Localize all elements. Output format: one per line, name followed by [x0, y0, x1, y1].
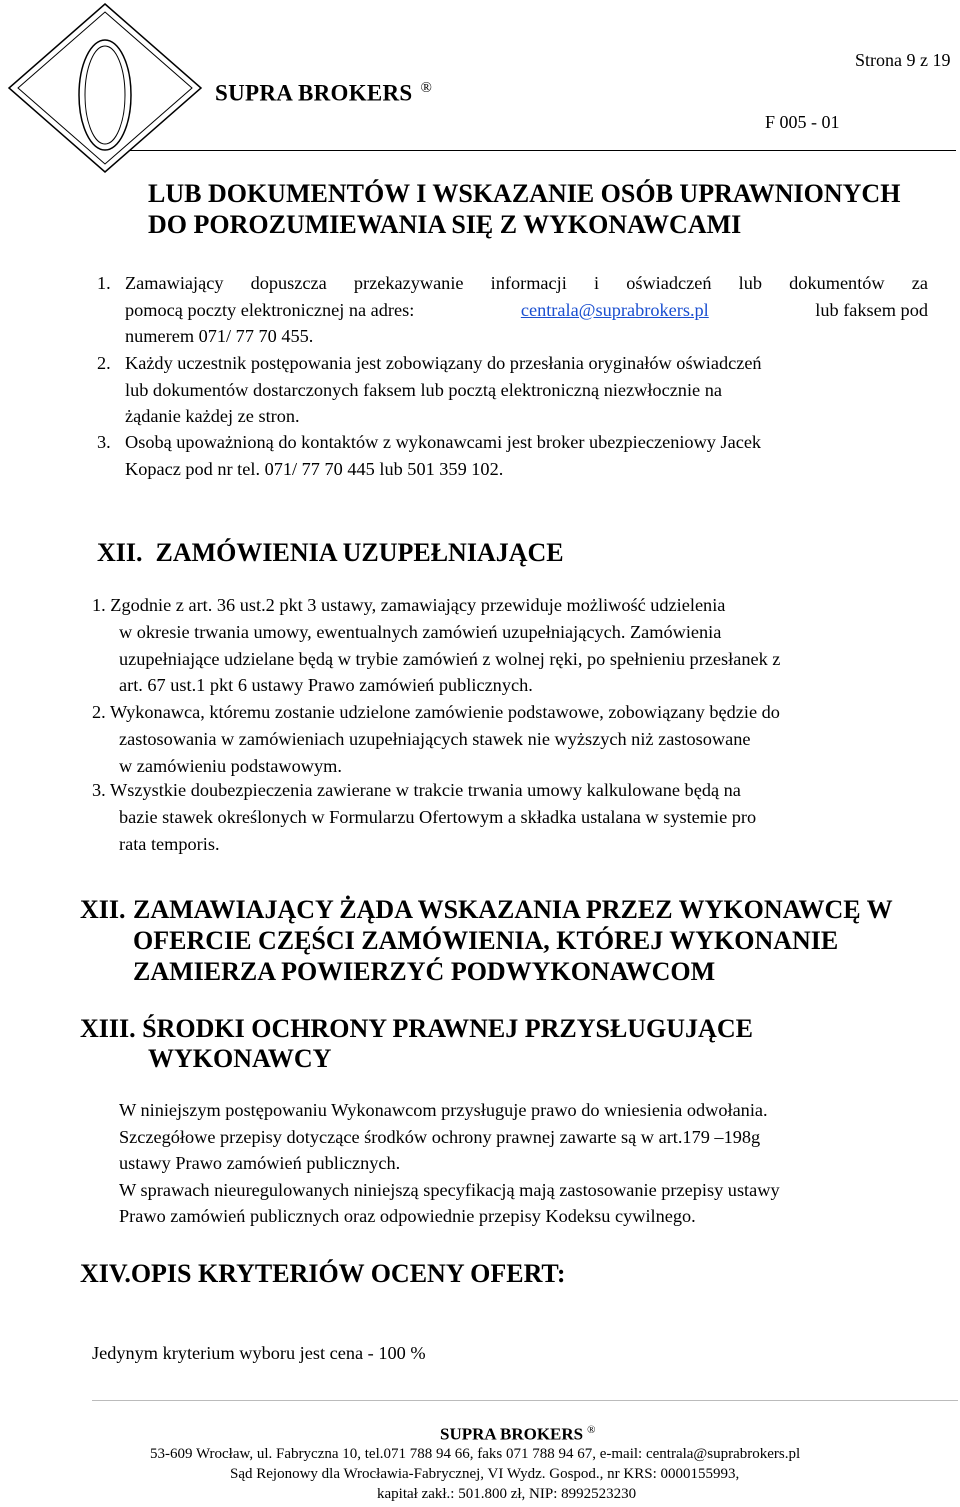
footer-address: 53-609 Wrocław, ul. Fabryczna 10, tel.071 788 94 66, faks 071 788 94 67, e-mail: centrala@suprabrokers.pl: [150, 1446, 801, 1462]
section-heading-text: ZAMAWIAJĄCY ŻĄDA WSKAZANIA PRZEZ WYKONAWCĘ W OFERCIE CZĘŚCI ZAMÓWIENIA, KTÓREJ WYKONANIE ZAMIERZA POWIERZYĆ PODWYKONAWCOM: [133, 895, 893, 986]
list-item-continuation: w okresie trwania umowy, ewentualnych zamówień uzupełniających. Zamówienia uzupełniające udzielane będą w trybie zamówień z wolnej ręki, po spełnieniu przesłanek z art. 67 ust.1 pkt 6 ustawy Prawo zamówień publicznych.: [119, 622, 781, 696]
footer-company-name: SUPRA BROKERS ®: [440, 1424, 596, 1444]
footer-divider: [92, 1400, 958, 1401]
section-heading: XII. ZAMÓWIENIA UZUPEŁNIAJĄCE: [97, 538, 564, 567]
list-item: 1. Zamawiający dopuszcza przekazywanie informacji i oświadczeń lub dokumentów za pomocą poczty elektronicznej na adres: centrala@suprabrokers.pl lub faksem pod numerem 071/ 77 70 455.: [97, 273, 928, 347]
header-divider: [130, 150, 956, 151]
list-item: 3. Osobą upoważnioną do kontaktów z wykonawcami jest broker ubezpieczeniowy Jacek Kopacz pod nr tel. 071/ 77 70 445 lub 501 359 102.: [97, 432, 762, 479]
list-item-continuation: zastosowania w zamówieniach uzupełniających stawek nie wyższych niż zastosowane w zamówieniu podstawowym.: [119, 729, 751, 776]
footer-capital: kapitał zakł.: 501.800 zł, NIP: 8992523230: [377, 1486, 637, 1502]
header-company-name: SUPRA BROKERS ®: [215, 80, 433, 106]
list-item: 2. Wykonawca, któremu zostanie udzielone zamówienie podstawowe, zobowiązany będzie do: [92, 702, 780, 722]
section-heading: XIV.OPIS KRYTERIÓW OCENY OFERT:: [80, 1259, 566, 1288]
footer-registry: Sąd Rejonowy dla Wrocławia-Fabrycznej, VI Wydz. Gospod., nr KRS: 0000155993,: [230, 1466, 740, 1482]
list-item: 3. Wszystkie doubezpieczenia zawierane w trakcie trwania umowy kalkulowane będą na: [92, 780, 741, 800]
section-body: Jedynym kryterium wyboru jest cena - 100 %: [92, 1343, 426, 1363]
list-item: 1. Zgodnie z art. 36 ust.2 pkt 3 ustawy, zamawiający przewiduje możliwość udzielenia: [92, 595, 726, 615]
company-logo-icon: [5, 0, 205, 175]
list-item: 2. Każdy uczestnik postępowania jest zobowiązany do przesłania oryginałów oświadczeń lub dokumentów dostarczonych faksem lub pocztą elektroniczną niezwłocznie na żądanie każdej ze stron.: [97, 353, 762, 427]
section-body: W niniejszym postępowaniu Wykonawcom przysługuje prawo do wniesienia odwołania. Szczegółowe przepisy dotyczące środków ochrony prawnej zawarte są w art.179 –198g ustawy Prawo zamówień publicznych. W sprawach nieuregulowanych niniejszą specyfikacją mają zastosowanie przepisy ustawy Prawo zamówień publicznych oraz odpowiednie przepisy Kodeksu cywilnego.: [119, 1100, 780, 1227]
section-heading: XII.: [80, 895, 126, 924]
section-heading-continued: LUB DOKUMENTÓW I WSKAZANIE OSÓB UPRAWNIONYCH DO POROZUMIEWANIA SIĘ Z WYKONAWCAMI: [148, 179, 901, 239]
page-number: Strona 9 z 19: [855, 50, 951, 70]
form-code: F 005 - 01: [765, 112, 840, 132]
section-heading-line2: WYKONAWCY: [148, 1044, 332, 1073]
email-link[interactable]: centrala@suprabrokers.pl: [520, 299, 709, 320]
list-item-continuation: bazie stawek określonych w Formularzu Ofertowym a składka ustalana w systemie pro rata temporis.: [119, 807, 757, 854]
section-heading: XIII. ŚRODKI OCHRONY PRAWNEJ PRZYSŁUGUJĄCE: [80, 1014, 753, 1043]
